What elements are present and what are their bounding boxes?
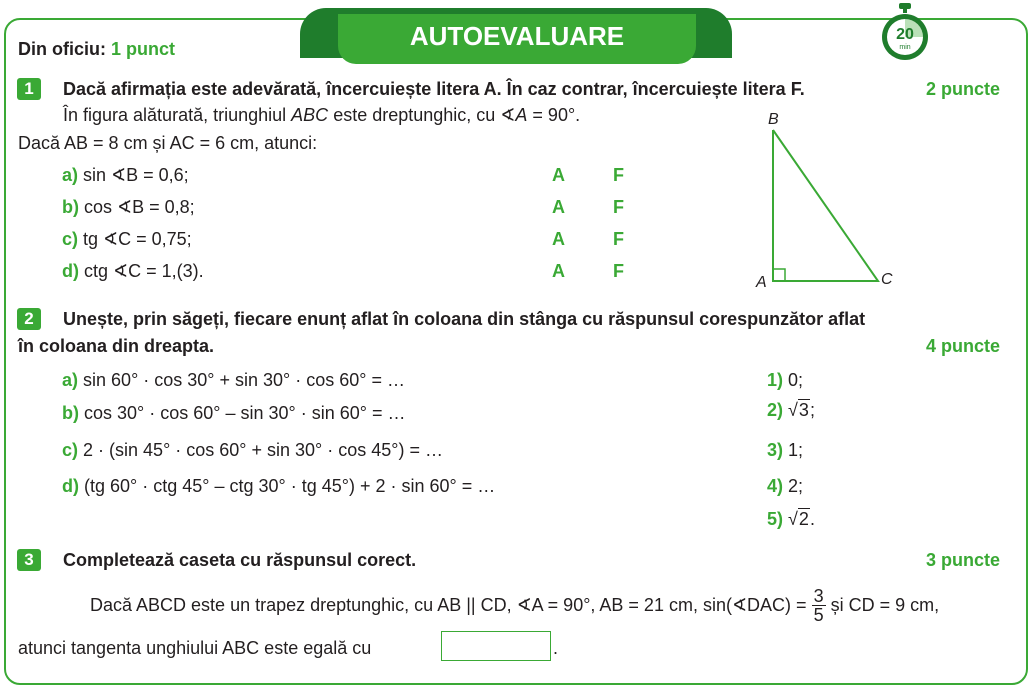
oficiu-line xyxy=(18,39,175,60)
exercise-3-line2: atunci tangenta unghiului ABC este egală cu xyxy=(18,638,372,658)
fraction-3-5: $\frac{3}{5}$ xyxy=(813,585,824,625)
sqrt-2: √2 xyxy=(788,509,809,529)
ex2-left-item-d[interactable]: d) (tg 60° · ctg 45° – ctg 30° · tg 45°) + 2 · sin 60° = … xyxy=(62,476,496,496)
ex2-left-item-b[interactable]: b) cos 30° · cos 60° – sin 30° · sin 60° = … xyxy=(62,403,406,423)
ex1-item-d: d) ctg ∢C = 1,(3). xyxy=(62,261,204,281)
exercise-2-instruction-line1: Unește, prin săgeți, fiecare enunț aflat în coloana din stânga cu răspunsul corespunzător aflat xyxy=(63,309,866,329)
exercise-3-line2-end: . xyxy=(553,638,559,658)
answer-input-box[interactable] xyxy=(441,631,551,661)
ex2-right-item-4[interactable]: 4) 2; xyxy=(767,476,804,496)
ex2-left-item-a[interactable]: a) sin 60° · cos 30° + sin 30° · cos 60° = … xyxy=(62,370,405,390)
sqrt-3: √3 xyxy=(788,400,809,420)
exercise-2-instruction-line2: în coloana din dreapta. xyxy=(18,336,215,356)
exercise-2-points: 4 puncte xyxy=(926,336,1001,356)
ex2-right-item-1[interactable]: 1) 0; xyxy=(767,370,804,390)
ex1-a-false-option[interactable]: F xyxy=(613,165,624,185)
vertex-label-b: B xyxy=(768,111,779,128)
ex1-b-true-option[interactable]: A xyxy=(552,197,565,217)
ex1-c-true-option[interactable]: A xyxy=(552,229,565,249)
ex2-left-item-c[interactable]: c) 2 · (sin 45° · cos 60° + sin 30° · cos 45°) = … xyxy=(62,440,443,460)
ex1-item-c: c) tg ∢C = 0,75; xyxy=(62,229,192,249)
exercise-1-number: 1 xyxy=(17,78,41,100)
ex1-c-false-option[interactable]: F xyxy=(613,229,624,249)
ex2-right-item-5[interactable]: 5) √2. xyxy=(767,509,815,529)
vertex-label-c: C xyxy=(881,271,893,288)
triangle-figure xyxy=(750,105,910,295)
exercise-3-line1: Dacă ABCD este un trapez dreptunghic, cu AB || CD, ∢A = 90°, AB = 21 cm, sin(∢DAC) = $\frac{3}{5}$ și CD = 9 cm, xyxy=(90,585,940,625)
oficiu-label: Din oficiu: xyxy=(18,39,106,59)
exercise-1-text-line2: Dacă AB = 8 cm și AC = 6 cm, atunci: xyxy=(18,133,318,153)
ex1-d-true-option[interactable]: A xyxy=(552,261,565,281)
ex1-a-true-option[interactable]: A xyxy=(552,165,565,185)
ex1-d-false-option[interactable]: F xyxy=(613,261,624,281)
ex1-item-b: b) cos ∢B = 0,8; xyxy=(62,197,195,217)
ex1-b-false-option[interactable]: F xyxy=(613,197,624,217)
ex2-right-item-2[interactable]: 2) √3; xyxy=(767,400,815,420)
exercise-3-points: 3 puncte xyxy=(926,550,1001,570)
vertex-label-a: A xyxy=(756,274,767,291)
radical-sign-icon: √ xyxy=(788,400,798,420)
timer-value: 20 xyxy=(896,26,914,43)
oficiu-points: 1 punct xyxy=(111,39,176,59)
timer-unit: min xyxy=(899,44,911,51)
exercise-3-instruction: Completează caseta cu răspunsul corect. xyxy=(63,550,417,570)
stopwatch-icon xyxy=(878,2,932,62)
exercise-1-text-line1: În figura alăturată, triunghiul ABC este dreptunghic, cu ∢A = 90°. xyxy=(63,105,581,125)
radical-sign-icon: √ xyxy=(788,509,798,529)
ex2-right-item-3[interactable]: 3) 1; xyxy=(767,440,804,460)
exercise-2-number: 2 xyxy=(17,308,41,330)
page-title: AUTOEVALUARE xyxy=(338,14,696,64)
exercise-1-instruction: Dacă afirmația este adevărată, încercuiește litera A. În caz contrar, încercuiește litera F. xyxy=(63,79,805,99)
ex1-item-a: a) sin ∢B = 0,6; xyxy=(62,165,189,185)
exercise-3-number: 3 xyxy=(17,549,41,571)
exercise-1-points: 2 puncte xyxy=(926,79,1001,99)
